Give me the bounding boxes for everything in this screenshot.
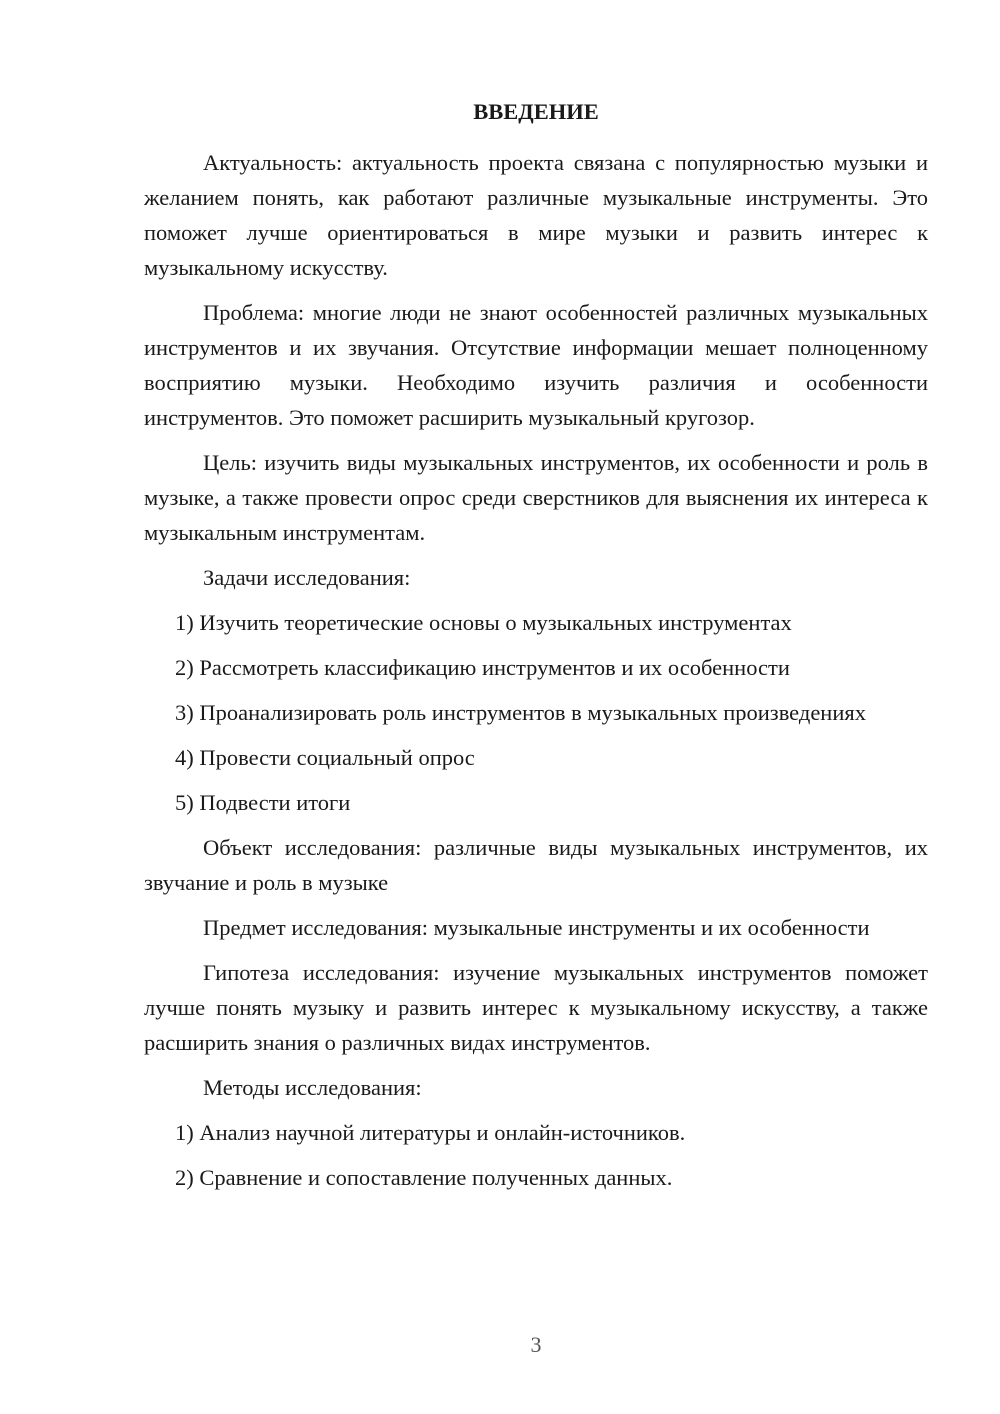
method-item: 2) Сравнение и сопоставление полученных данных. — [175, 1165, 673, 1190]
relevance-paragraph: Актуальность: актуальность проекта связана с популярностью музыки и желанием понять, как работают различные музыкальные инструменты. Это поможет лучше ориентироваться в мире музыки и развить интерес к музыкальному искусству. — [144, 150, 928, 280]
task-item: 2) Рассмотреть классификацию инструментов и их особенности — [175, 655, 790, 680]
page-number: 3 — [530, 1332, 542, 1357]
page-content — [144, 94, 928, 1205]
task-item: 3) Проанализировать роль инструментов в музыкальных произведениях — [175, 700, 866, 725]
page-title: ВВЕДЕНИЕ — [473, 99, 599, 124]
goal-paragraph: Цель: изучить виды музыкальных инструментов, их особенности и роль в музыке, а также провести опрос среди сверстников для выяснения их интереса к музыкальным инструментам. — [144, 450, 928, 545]
task-item: 1) Изучить теоретические основы о музыкальных инструментах — [175, 610, 792, 635]
hypothesis-paragraph: Гипотеза исследования: изучение музыкальных инструментов поможет лучше понять музыку и развить интерес к музыкальному искусству, а также расширить знания о различных видах инструментов. — [144, 960, 928, 1055]
object-paragraph: Объект исследования: различные виды музыкальных инструментов, их звучание и роль в музыке — [144, 835, 928, 895]
task-item: 4) Провести социальный опрос — [175, 745, 475, 770]
subject-paragraph: Предмет исследования: музыкальные инструменты и их особенности — [203, 915, 870, 940]
method-item: 1) Анализ научной литературы и онлайн-источников. — [175, 1120, 686, 1145]
task-item: 5) Подвести итоги — [175, 790, 351, 815]
problem-paragraph: Проблема: многие люди не знают особенностей различных музыкальных инструментов и их звучания. Отсутствие информации мешает полноценному восприятию музыки. Необходимо изучить различия и особенности инструментов. Это поможет расширить музыкальный кругозор. — [144, 300, 928, 430]
methods-heading: Методы исследования: — [203, 1075, 422, 1100]
tasks-heading: Задачи исследования: — [203, 565, 411, 590]
